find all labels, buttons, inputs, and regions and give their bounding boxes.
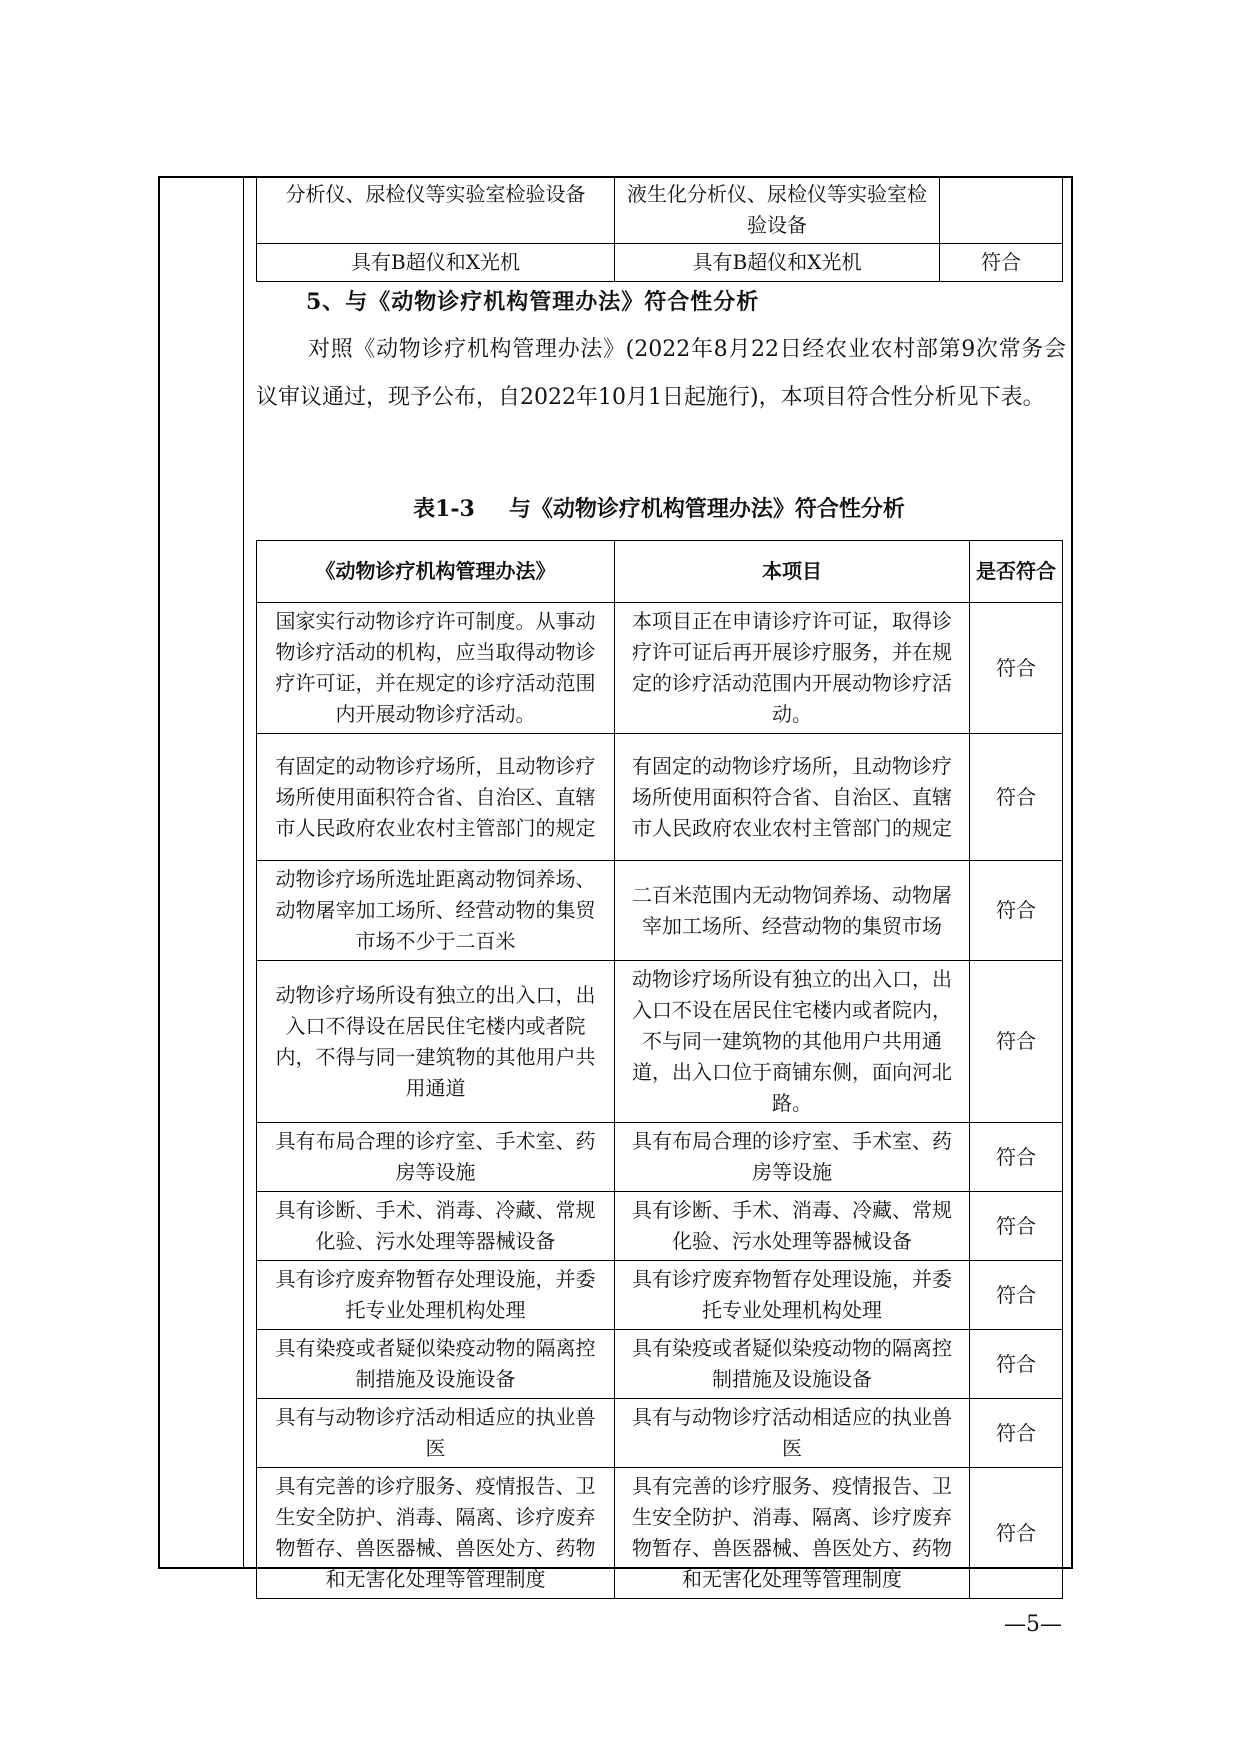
regulation-cell: 具有布局合理的诊疗室、手术室、药房等设施: [257, 1123, 615, 1192]
section-heading: 5、与《动物诊疗机构管理办法》符合性分析: [306, 289, 760, 315]
table-row: [257, 1399, 1063, 1468]
regulation-cell: 动物诊疗场所设有独立的出入口，出入口不得设在居民住宅楼内或者院内，不得与同一建筑物的其他用户共用通道: [257, 961, 615, 1123]
table-row: [257, 1261, 1063, 1330]
project-cell: 具有完善的诊疗服务、疫情报告、卫生安全防护、消毒、隔离、诊疗废弃物暂存、兽医器械、兽医处方、药物和无害化处理等管理制度: [615, 1468, 970, 1599]
table-row: [257, 1330, 1063, 1399]
project-cell: 具有染疫或者疑似染疫动物的隔离控制措施及设施设备: [615, 1330, 970, 1399]
table-header-row: [257, 541, 1063, 603]
status-cell: 符合: [970, 961, 1063, 1123]
project-cell: 动物诊疗场所设有独立的出入口，出入口不设在居民住宅楼内或者院内，不与同一建筑物的其他用户共用通道，出入口位于商铺东侧，面向河北路。: [615, 961, 970, 1123]
continued-table: [256, 176, 1063, 282]
project-cell: 本项目正在申请诊疗许可证，取得诊疗许可证后再开展诊疗服务，并在规定的诊疗活动范围内开展动物诊疗活动。: [615, 603, 970, 734]
header-project: 本项目: [615, 541, 970, 603]
table-row: [257, 1192, 1063, 1261]
regulation-cell: 国家实行动物诊疗许可制度。从事动物诊疗活动的机构，应当取得动物诊疗许可证，并在规定的诊疗活动范围内开展动物诊疗活动。: [257, 603, 615, 734]
table-caption-title: 与《动物诊疗机构管理办法》符合性分析: [508, 496, 905, 522]
status-cell: 符合: [970, 861, 1063, 961]
table-row: [257, 1468, 1063, 1599]
regulation-cell: 有固定的动物诊疗场所，且动物诊疗场所使用面积符合省、自治区、直辖市人民政府农业农村主管部门的规定: [257, 734, 615, 861]
regulation-cell: 具有诊疗废弃物暂存处理设施，并委托专业处理机构处理: [257, 1261, 615, 1330]
header-status: 是否符合: [970, 541, 1063, 603]
table-caption: [256, 492, 1062, 523]
header-regulation: 《动物诊疗机构管理办法》: [257, 541, 615, 603]
table-row: [257, 734, 1063, 861]
status-cell: 符合: [970, 603, 1063, 734]
status-cell: 符合: [970, 1399, 1063, 1468]
section-paragraph: 对照《动物诊疗机构管理办法》(2022年8月22日经农业农村部第9次常务会议审议通过，现予公布，自2022年10月1日起施行)，本项目符合性分析见下表。: [256, 337, 1066, 410]
regulation-cell: 分析仪、尿检仪等实验室检验设备: [257, 177, 615, 244]
page-number: —5—: [1004, 1612, 1062, 1637]
project-cell: 具有B超仪和X光机: [615, 244, 940, 282]
table-row: [257, 603, 1063, 734]
project-cell: 具有与动物诊疗活动相适应的执业兽医: [615, 1399, 970, 1468]
status-cell: 符合: [970, 734, 1063, 861]
table-row: [257, 961, 1063, 1123]
project-cell: 有固定的动物诊疗场所，且动物诊疗场所使用面积符合省、自治区、直辖市人民政府农业农村主管部门的规定: [615, 734, 970, 861]
table-row: [257, 1123, 1063, 1192]
status-cell: 符合: [970, 1468, 1063, 1599]
project-cell: 具有诊断、手术、消毒、冷藏、常规化验、污水处理等器械设备: [615, 1192, 970, 1261]
table-row: [257, 244, 1063, 282]
status-cell: 符合: [940, 244, 1063, 282]
table-row: [257, 861, 1063, 961]
project-cell: 具有诊疗废弃物暂存处理设施，并委托专业处理机构处理: [615, 1261, 970, 1330]
regulation-cell: 具有染疫或者疑似染疫动物的隔离控制措施及设施设备: [257, 1330, 615, 1399]
regulation-cell: 具有完善的诊疗服务、疫情报告、卫生安全防护、消毒、隔离、诊疗废弃物暂存、兽医器械、兽医处方、药物和无害化处理等管理制度: [257, 1468, 615, 1599]
status-cell: 符合: [970, 1192, 1063, 1261]
table-caption-number: 表1-3: [413, 496, 475, 522]
regulation-cell: 动物诊疗场所选址距离动物饲养场、动物屠宰加工场所、经营动物的集贸市场不少于二百米: [257, 861, 615, 961]
regulation-cell: 具有与动物诊疗活动相适应的执业兽医: [257, 1399, 615, 1468]
left-column-divider: [243, 176, 244, 1569]
table-row: [257, 177, 1063, 244]
regulation-cell: 具有诊断、手术、消毒、冷藏、常规化验、污水处理等器械设备: [257, 1192, 615, 1261]
status-cell: 符合: [970, 1123, 1063, 1192]
project-cell: 具有布局合理的诊疗室、手术室、药房等设施: [615, 1123, 970, 1192]
status-cell: [940, 177, 1063, 244]
status-cell: 符合: [970, 1330, 1063, 1399]
project-cell: 液生化分析仪、尿检仪等实验室检验设备: [615, 177, 940, 244]
status-cell: 符合: [970, 1261, 1063, 1330]
project-cell: 二百米范围内无动物饲养场、动物屠宰加工场所、经营动物的集贸市场: [615, 861, 970, 961]
regulation-cell: 具有B超仪和X光机: [257, 244, 615, 282]
compliance-table: [256, 540, 1063, 1599]
